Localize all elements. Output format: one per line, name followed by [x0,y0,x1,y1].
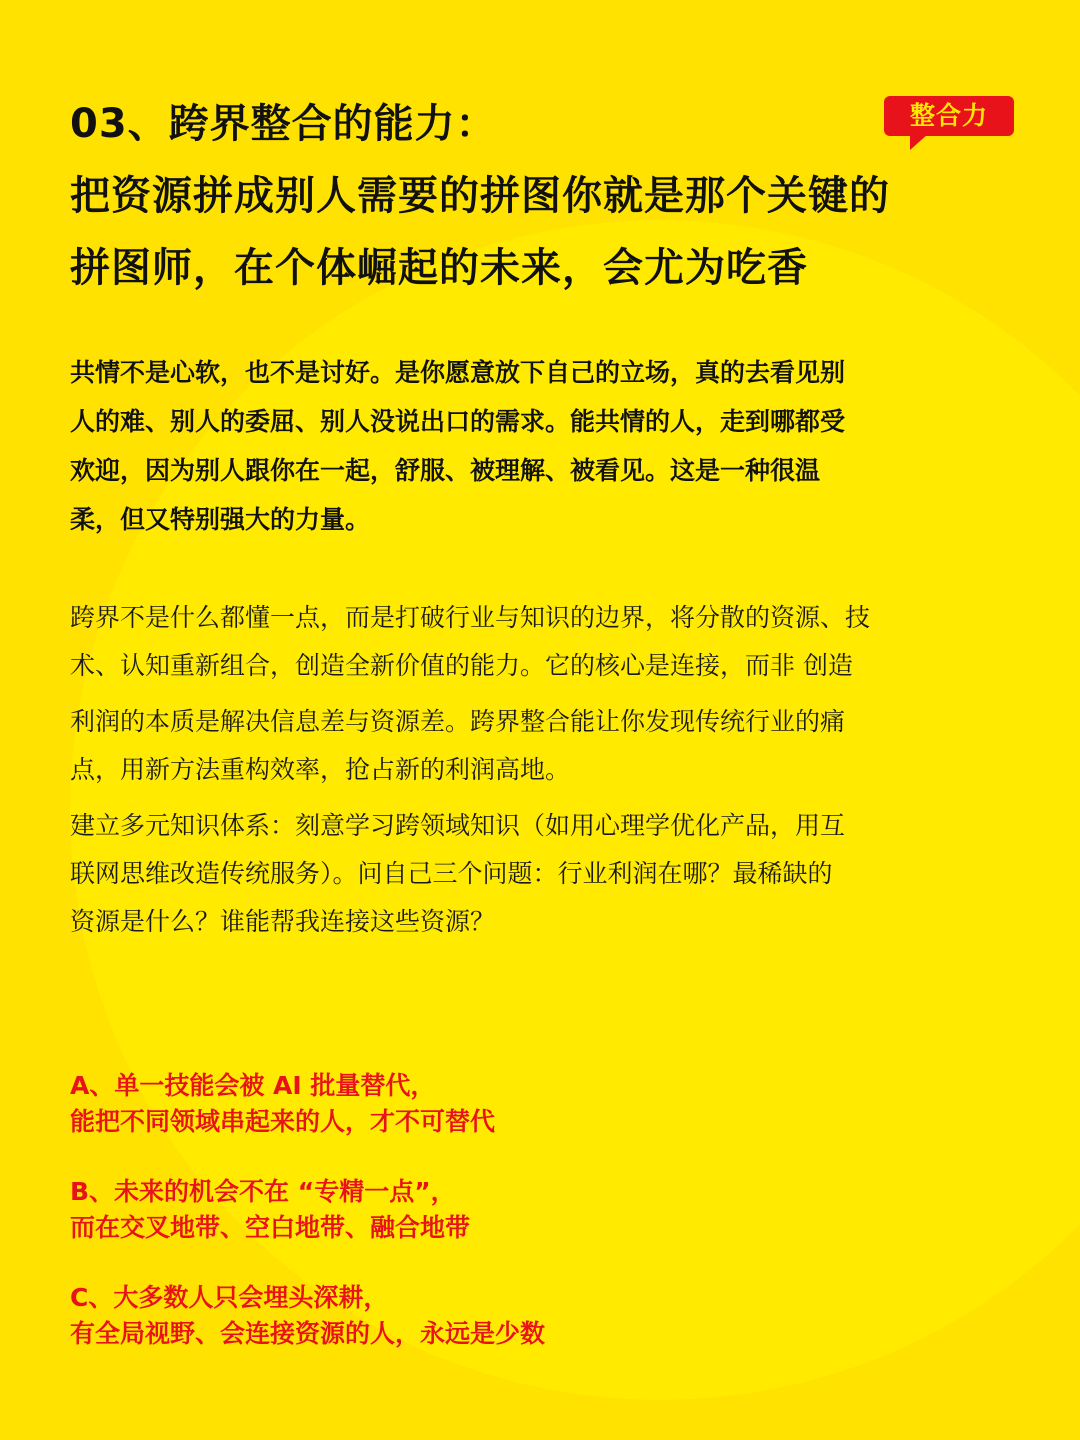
body-line: 联网思维改造传统服务）。问自己三个问题：行业利润在哪？最稀缺的 [70,859,833,888]
page-title [70,88,1010,304]
point-a [70,1068,1010,1140]
point-a-line-2: 能把不同领域串起来的人，才不可替代 [70,1107,496,1136]
body-paragraph-3 [70,802,1010,946]
title-line-2: 把资源拼成别人需要的拼图你就是那个关键的 [70,173,890,219]
body-paragraph-2 [70,698,1010,794]
body-line: 跨界不是什么都懂一点，而是打破行业与知识的边界，将分散的资源、技 [70,603,871,632]
point-c-line-2: 有全局视野、会连接资源的人，永远是少数 [70,1319,546,1348]
body-line: 利润的本质是解决信息差与资源差。跨界整合能让你发现传统行业的痛 [70,707,846,736]
point-c-line-1: C、大多数人只会埋头深耕， [70,1283,389,1312]
body-line: 资源是什么？谁能帮我连接这些资源？ [70,907,496,936]
body-paragraph-1 [70,594,1010,690]
empathy-line: 欢迎，因为别人跟你在一起，舒服、被理解、被看见。这是一种很温 [70,456,821,485]
title-line-1: 03、跨界整合的能力： [70,101,497,147]
tag-badge: 整合力 [884,96,1014,136]
point-c [70,1280,1010,1352]
point-a-line-1: A、单一技能会被 AI 批量替代， [70,1071,436,1100]
body-line: 点，用新方法重构效率，抢占新的利润高地。 [70,755,571,784]
empathy-line: 共情不是心软，也不是讨好。是你愿意放下自己的立场，真的去看见别 [70,358,846,387]
body-line: 建立多元知识体系：刻意学习跨领域知识（如用心理学优化产品，用互 [70,811,846,840]
title-line-3: 拼图师，在个体崛起的未来，会尤为吃香 [70,245,808,291]
point-b [70,1174,1010,1246]
point-b-line-1: B、未来的机会不在 “专精一点”， [70,1177,456,1206]
body-line: 术、认知重新组合，创造全新价值的能力。它的核心是连接，而非 创造 [70,651,853,680]
empathy-line: 人的难、别人的委屈、别人没说出口的需求。能共情的人，走到哪都受 [70,407,846,436]
empathy-line: 柔，但又特别强大的力量。 [70,505,371,534]
empathy-paragraph [70,348,1010,544]
point-b-line-2: 而在交叉地带、空白地带、融合地带 [70,1213,471,1242]
